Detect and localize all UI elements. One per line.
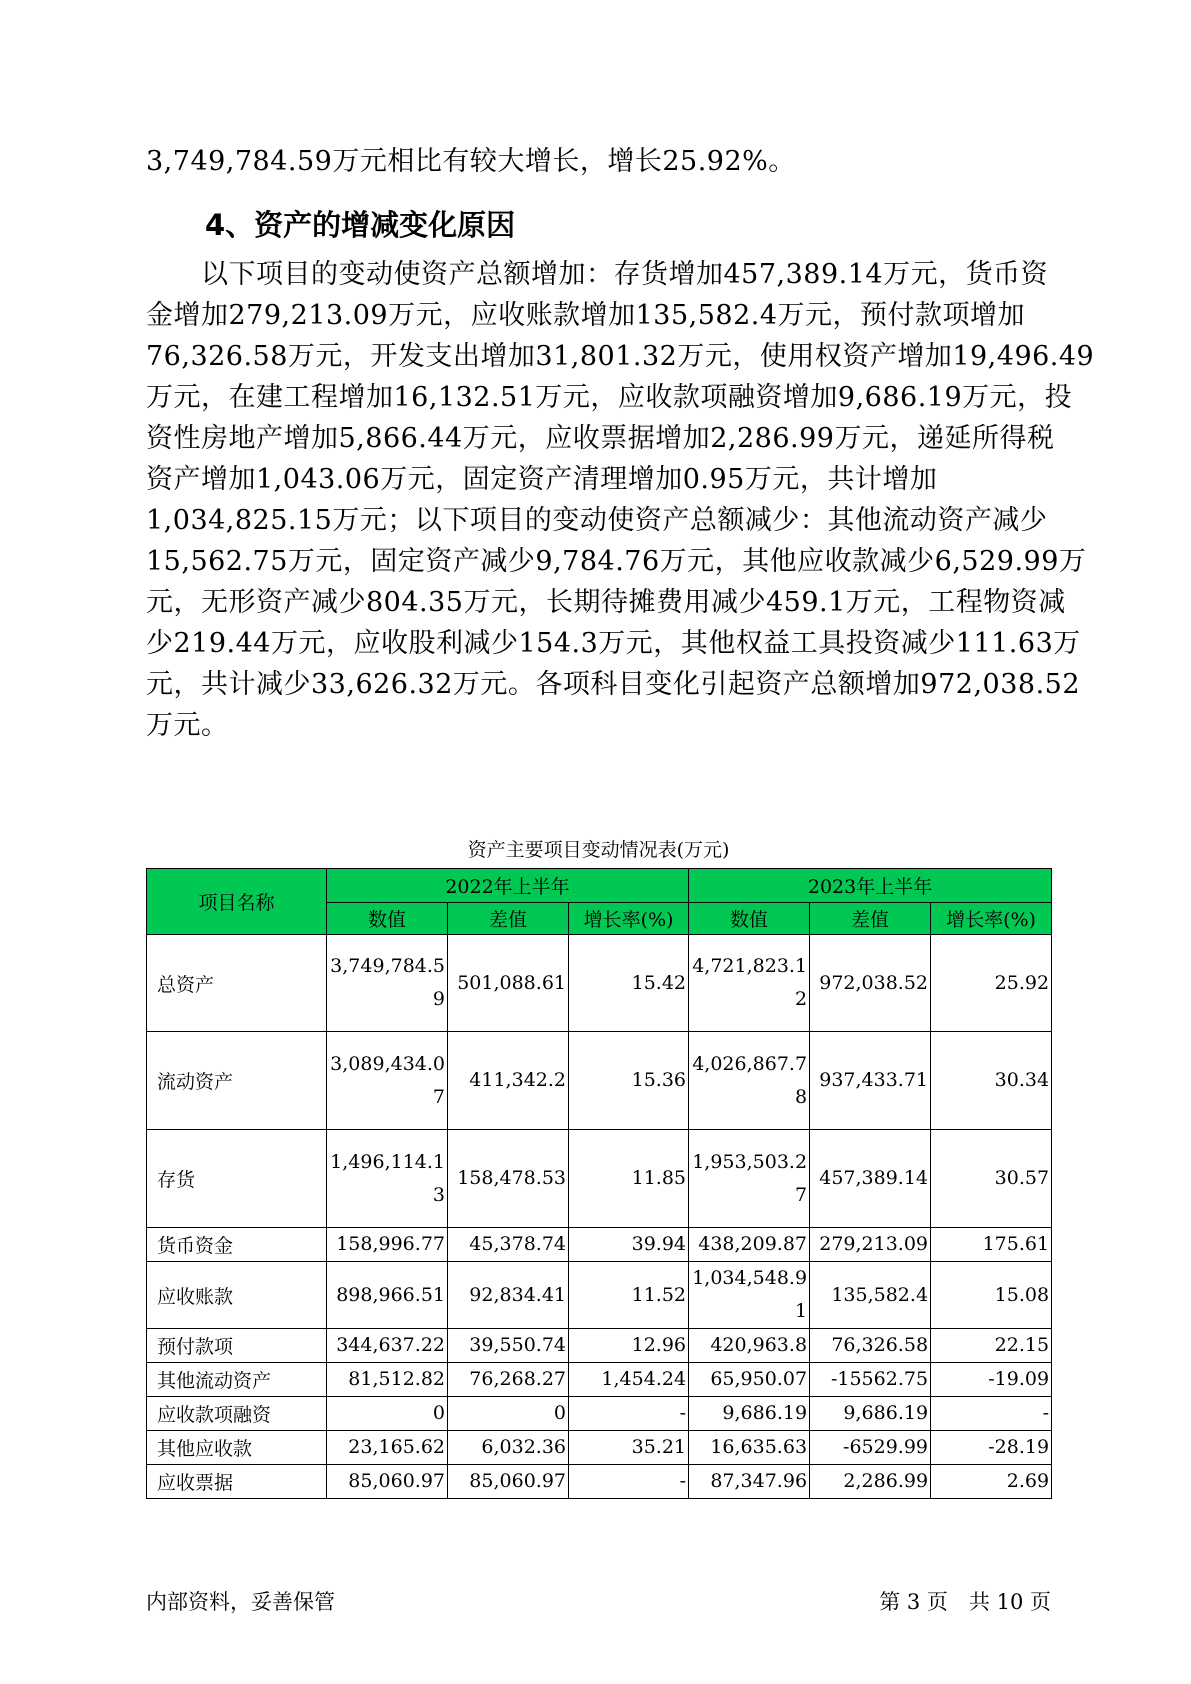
row-cell: 87,347.96 (689, 1465, 810, 1499)
row-cell: 65,950.07 (689, 1363, 810, 1397)
row-cell: -19.09 (931, 1363, 1052, 1397)
table-row (147, 1032, 1052, 1130)
row-item-name: 流动资产 (147, 1032, 327, 1130)
row-cell: - (569, 1397, 689, 1431)
row-cell: 81,512.82 (327, 1363, 448, 1397)
table-row (147, 1431, 1052, 1465)
row-cell: -15562.75 (810, 1363, 931, 1397)
row-cell: - (569, 1465, 689, 1499)
row-item-name: 其他应收款 (147, 1431, 327, 1465)
table-row (147, 1363, 1052, 1397)
header-value: 数值 (689, 903, 810, 935)
header-value: 数值 (327, 903, 448, 935)
section-heading: 4、资产的增减变化原因 (205, 208, 516, 242)
table-row (147, 1397, 1052, 1431)
row-cell: 3,749,784.59 (327, 935, 448, 1032)
row-cell: 1,454.24 (569, 1363, 689, 1397)
body-line: 元，无形资产减少804.35万元，长期待摊费用减少459.1万元，工程物资减 (146, 587, 1066, 618)
row-cell: 15.08 (931, 1262, 1052, 1329)
row-cell: 15.42 (569, 935, 689, 1032)
table-row (147, 1465, 1052, 1499)
asset-change-table (146, 868, 1052, 1499)
paragraph-continuation: 3,749,784.59万元相比有较大增长，增长25.92%。 (146, 146, 796, 177)
row-cell: -28.19 (931, 1431, 1052, 1465)
row-cell: 39,550.74 (448, 1329, 569, 1363)
row-cell: 4,721,823.12 (689, 935, 810, 1032)
row-cell: 2.69 (931, 1465, 1052, 1499)
row-cell: 30.57 (931, 1130, 1052, 1228)
body-line: 元，共计减少33,626.32万元。各项科目变化引起资产总额增加972,038.52 (146, 669, 1081, 700)
row-cell: 438,209.87 (689, 1228, 810, 1262)
row-item-name: 货币资金 (147, 1228, 327, 1262)
row-cell: 30.34 (931, 1032, 1052, 1130)
body-line: 资性房地产增加5,866.44万元，应收票据增加2,286.99万元，递延所得税 (146, 423, 1055, 454)
body-line: 以下项目的变动使资产总额增加：存货增加457,389.14万元，货币资 (146, 259, 1049, 290)
table-row (147, 1228, 1052, 1262)
row-item-name: 应收票据 (147, 1465, 327, 1499)
row-cell: - (931, 1397, 1052, 1431)
row-item-name: 其他流动资产 (147, 1363, 327, 1397)
row-cell: 39.94 (569, 1228, 689, 1262)
row-cell: 158,996.77 (327, 1228, 448, 1262)
row-cell: 3,089,434.07 (327, 1032, 448, 1130)
header-difference: 差值 (448, 903, 569, 935)
row-cell: -6529.99 (810, 1431, 931, 1465)
row-item-name: 存货 (147, 1130, 327, 1228)
row-cell: 2,286.99 (810, 1465, 931, 1499)
header-item-name: 项目名称 (147, 869, 327, 935)
row-cell: 15.36 (569, 1032, 689, 1130)
header-period-2022: 2022年上半年 (327, 869, 689, 903)
row-cell: 85,060.97 (327, 1465, 448, 1499)
row-cell: 937,433.71 (810, 1032, 931, 1130)
table-row (147, 1130, 1052, 1228)
table-row (147, 935, 1052, 1032)
row-cell: 158,478.53 (448, 1130, 569, 1228)
row-cell: 9,686.19 (689, 1397, 810, 1431)
row-cell: 972,038.52 (810, 935, 931, 1032)
row-cell: 45,378.74 (448, 1228, 569, 1262)
row-cell: 411,342.2 (448, 1032, 569, 1130)
table-caption: 资产主要项目变动情况表(万元) (467, 839, 730, 861)
body-line: 15,562.75万元，固定资产减少9,784.76万元，其他应收款减少6,529.99万 (146, 546, 1087, 577)
body-line: 万元。 (146, 710, 229, 741)
row-cell: 92,834.41 (448, 1262, 569, 1329)
row-cell: 6,032.36 (448, 1431, 569, 1465)
row-cell: 1,953,503.27 (689, 1130, 810, 1228)
row-cell: 23,165.62 (327, 1431, 448, 1465)
row-cell: 344,637.22 (327, 1329, 448, 1363)
body-line: 76,326.58万元，开发支出增加31,801.32万元，使用权资产增加19,496.49 (146, 341, 1095, 372)
row-cell: 76,326.58 (810, 1329, 931, 1363)
row-cell: 11.85 (569, 1130, 689, 1228)
table-row (147, 1262, 1052, 1329)
body-line: 万元，在建工程增加16,132.51万元，应收款项融资增加9,686.19万元，投 (146, 382, 1073, 413)
row-cell: 22.15 (931, 1329, 1052, 1363)
row-cell: 9,686.19 (810, 1397, 931, 1431)
footer-confidential-note: 内部资料，妥善保管 (146, 1590, 335, 1614)
header-difference: 差值 (810, 903, 931, 935)
body-line: 1,034,825.15万元；以下项目的变动使资产总额减少：其他流动资产减少 (146, 505, 1048, 536)
row-cell: 11.52 (569, 1262, 689, 1329)
row-item-name: 预付款项 (147, 1329, 327, 1363)
row-cell: 12.96 (569, 1329, 689, 1363)
row-cell: 35.21 (569, 1431, 689, 1465)
row-cell: 175.61 (931, 1228, 1052, 1262)
body-line: 金增加279,213.09万元，应收账款增加135,582.4万元，预付款项增加 (146, 300, 1026, 331)
row-cell: 76,268.27 (448, 1363, 569, 1397)
row-cell: 0 (448, 1397, 569, 1431)
row-cell: 898,966.51 (327, 1262, 448, 1329)
table-row (147, 1329, 1052, 1363)
row-cell: 25.92 (931, 935, 1052, 1032)
row-cell: 135,582.4 (810, 1262, 931, 1329)
row-cell: 1,034,548.91 (689, 1262, 810, 1329)
row-item-name: 应收款项融资 (147, 1397, 327, 1431)
row-item-name: 总资产 (147, 935, 327, 1032)
row-cell: 16,635.63 (689, 1431, 810, 1465)
header-growth-rate: 增长率(%) (931, 903, 1052, 935)
row-cell: 279,213.09 (810, 1228, 931, 1262)
table-body (147, 935, 1052, 1499)
row-cell: 501,088.61 (448, 935, 569, 1032)
body-line: 少219.44万元，应收股利减少154.3万元，其他权益工具投资减少111.63万 (146, 628, 1081, 659)
header-period-2023: 2023年上半年 (689, 869, 1052, 903)
row-cell: 85,060.97 (448, 1465, 569, 1499)
row-cell: 0 (327, 1397, 448, 1431)
body-line: 资产增加1,043.06万元，固定资产清理增加0.95万元，共计增加 (146, 464, 938, 495)
row-cell: 4,026,867.78 (689, 1032, 810, 1130)
row-cell: 457,389.14 (810, 1130, 931, 1228)
footer-page-number: 第 3 页 共 10 页 (879, 1590, 1051, 1614)
row-cell: 1,496,114.13 (327, 1130, 448, 1228)
row-cell: 420,963.8 (689, 1329, 810, 1363)
row-item-name: 应收账款 (147, 1262, 327, 1329)
header-growth-rate: 增长率(%) (569, 903, 689, 935)
